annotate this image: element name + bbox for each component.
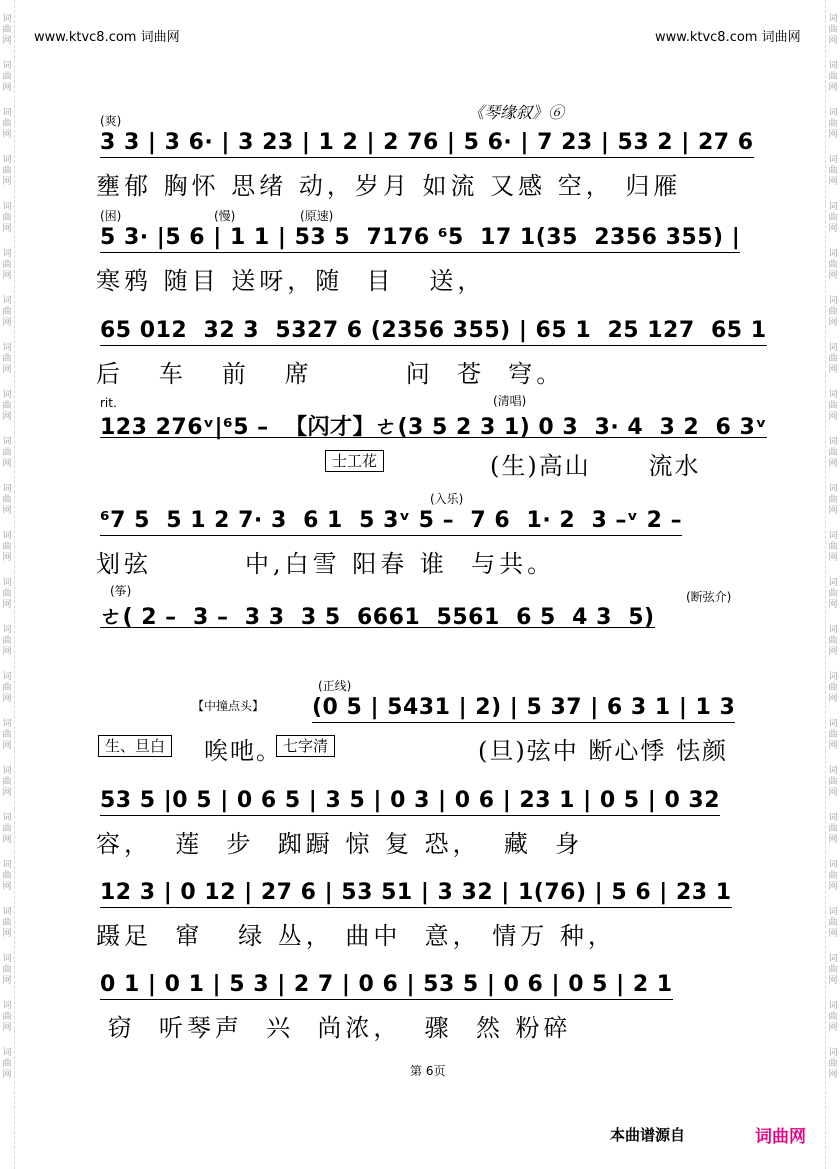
side-watermark-char: 网 <box>828 83 838 93</box>
beat-underline <box>100 627 655 628</box>
side-watermark-char: 网 <box>828 459 838 469</box>
tempo-mark: (爽) <box>100 114 122 128</box>
side-watermark-char: 曲 <box>828 25 838 35</box>
side-watermark-char: 词 <box>828 390 838 400</box>
side-watermark-char: 曲 <box>828 777 838 787</box>
notation-row: 12 3 | 0 12 | 27 6 | 53 51 | 3 32 | 1(76) | 5 6 | 23 1 <box>100 880 732 905</box>
side-watermark-char: 网 <box>2 83 12 93</box>
page-number: 第 6页 <box>410 1064 446 1078</box>
side-watermark-char: 曲 <box>2 307 12 317</box>
side-watermark-char: 词 <box>2 155 12 165</box>
lyrics-row: 寒鸦 随目 送呀，随 目 送， <box>96 267 486 295</box>
beat-underline <box>100 907 732 908</box>
side-watermark-char: 曲 <box>2 589 12 599</box>
side-watermark-char: 曲 <box>828 542 838 552</box>
side-watermark-char: 曲 <box>828 401 838 411</box>
side-watermark-char: 曲 <box>828 119 838 129</box>
side-watermark-char: 网 <box>2 130 12 140</box>
side-watermark-char: 网 <box>2 1070 12 1080</box>
side-watermark-char: 曲 <box>2 495 12 505</box>
side-watermark-char: 网 <box>828 553 838 563</box>
side-watermark-char: 网 <box>2 929 12 939</box>
side-watermark-char: 词 <box>2 954 12 964</box>
side-watermark-char: 曲 <box>2 260 12 270</box>
side-watermark-char: 网 <box>828 1070 838 1080</box>
side-watermark-char: 曲 <box>2 683 12 693</box>
piece-title: 《琴缘叙》⑥ <box>468 103 565 122</box>
side-watermark-char: 曲 <box>2 72 12 82</box>
tempo-mark: (断弦介) <box>686 590 732 604</box>
lyrics-segment: (旦)弦中 断心悸 怯颜 <box>478 737 728 765</box>
side-watermark-char: 词 <box>828 719 838 729</box>
notation-row: ⁶7 5 5 1 2 7· 3 6 1 5 3ᵛ 5 – 7 6 1· 2 3 –ᵛ 2 – <box>100 508 683 533</box>
side-watermark-char: 曲 <box>2 119 12 129</box>
side-watermark-char: 网 <box>2 36 12 46</box>
side-watermark-char: 词 <box>828 813 838 823</box>
side-watermark-char: 网 <box>2 647 12 657</box>
source-label: 本曲谱源自 <box>610 1126 686 1144</box>
tempo-mark: (入乐) <box>430 492 464 506</box>
side-watermark-char: 词 <box>2 343 12 353</box>
tempo-mark: 【中撞点头】 <box>192 699 265 713</box>
side-watermark-left <box>0 0 15 1169</box>
side-watermark-char: 网 <box>2 412 12 422</box>
tempo-mark: (筝) <box>110 584 132 598</box>
side-watermark-char: 曲 <box>828 166 838 176</box>
side-watermark-char: 词 <box>2 202 12 212</box>
side-watermark-char: 词 <box>2 61 12 71</box>
side-watermark-char: 网 <box>828 694 838 704</box>
tempo-mark: (慢) <box>214 209 236 223</box>
side-watermark-char: 网 <box>828 929 838 939</box>
side-watermark-right <box>825 0 840 1169</box>
side-watermark-char: 曲 <box>828 636 838 646</box>
side-watermark-char: 网 <box>828 318 838 328</box>
lyrics-row: 划弦 中,白雪 阳春 谁 与共。 <box>96 550 556 578</box>
tempo-mark: rit. <box>100 396 117 410</box>
side-watermark-char: 网 <box>2 506 12 516</box>
side-watermark-char: 网 <box>2 553 12 563</box>
beat-underline <box>100 345 767 346</box>
side-watermark-char: 网 <box>2 1023 12 1033</box>
side-watermark-char: 网 <box>2 694 12 704</box>
side-watermark-char: 曲 <box>828 824 838 834</box>
side-watermark-char: 网 <box>2 976 12 986</box>
side-watermark-char: 曲 <box>2 354 12 364</box>
side-watermark-char: 网 <box>2 741 12 751</box>
side-watermark-char: 词 <box>828 625 838 635</box>
side-watermark-char: 词 <box>828 860 838 870</box>
side-watermark-char: 词 <box>2 531 12 541</box>
notation-row: 65 012 32 3 5327 6 (2356 355) | 65 1 25 127 65 1 <box>100 318 767 343</box>
side-watermark-char: 词 <box>828 249 838 259</box>
tempo-mark: (困) <box>100 209 122 223</box>
side-watermark-char: 曲 <box>828 354 838 364</box>
side-watermark-char: 曲 <box>2 213 12 223</box>
tempo-mark: (原速) <box>300 209 334 223</box>
side-watermark-char: 词 <box>2 484 12 494</box>
header-left-site[interactable]: www.ktvc8.com 词曲网 <box>34 30 180 45</box>
beat-underline <box>100 535 682 536</box>
side-watermark-char: 曲 <box>2 636 12 646</box>
side-watermark-char: 曲 <box>2 25 12 35</box>
side-watermark-char: 词 <box>828 531 838 541</box>
side-watermark-char: 网 <box>2 600 12 610</box>
side-watermark-char: 词 <box>2 437 12 447</box>
side-watermark-char: 网 <box>828 600 838 610</box>
side-watermark-char: 词 <box>828 437 838 447</box>
side-watermark-char: 曲 <box>828 683 838 693</box>
side-watermark-char: 网 <box>828 412 838 422</box>
side-watermark-char: 曲 <box>828 1012 838 1022</box>
side-watermark-char: 曲 <box>828 260 838 270</box>
side-watermark-char: 词 <box>2 1048 12 1058</box>
side-watermark-char: 曲 <box>828 730 838 740</box>
side-watermark-char: 词 <box>828 1001 838 1011</box>
side-watermark-char: 词 <box>2 578 12 588</box>
side-watermark-char: 网 <box>828 835 838 845</box>
side-watermark-char: 词 <box>828 155 838 165</box>
notation-row: 123 276ᵛ|⁶5 – 【闪才】ㄜ(3 5 2 3 1) 0 3 3· 4 3 2 6 3ᵛ <box>100 415 767 440</box>
side-watermark-char: 曲 <box>2 918 12 928</box>
side-watermark-char: 网 <box>2 365 12 375</box>
side-watermark-char: 词 <box>2 766 12 776</box>
side-watermark-char: 曲 <box>2 448 12 458</box>
lyrics-row: 后 车 前 席 问 苍 穹。 <box>96 360 565 388</box>
side-watermark-char: 词 <box>828 108 838 118</box>
side-watermark-char: 词 <box>2 249 12 259</box>
header-right-site[interactable]: www.ktvc8.com 词曲网 <box>655 30 801 45</box>
side-watermark-char: 词 <box>828 296 838 306</box>
side-watermark-char: 网 <box>2 271 12 281</box>
side-watermark-char: 曲 <box>828 871 838 881</box>
beat-underline <box>100 999 673 1000</box>
boxed-cue: 士工花 <box>325 450 384 472</box>
side-watermark-char: 词 <box>828 61 838 71</box>
side-watermark-char: 曲 <box>828 589 838 599</box>
side-watermark-char: 词 <box>2 390 12 400</box>
side-watermark-char: 曲 <box>828 448 838 458</box>
side-watermark-char: 词 <box>2 860 12 870</box>
beat-underline <box>100 157 754 158</box>
side-watermark-char: 词 <box>2 296 12 306</box>
side-watermark-char: 词 <box>2 14 12 24</box>
side-watermark-char: 网 <box>828 647 838 657</box>
side-watermark-char: 曲 <box>2 166 12 176</box>
side-watermark-char: 曲 <box>2 1012 12 1022</box>
side-watermark-char: 网 <box>828 1023 838 1033</box>
side-watermark-char: 词 <box>828 907 838 917</box>
side-watermark-char: 网 <box>2 882 12 892</box>
side-watermark-char: 词 <box>828 766 838 776</box>
side-watermark-char: 词 <box>828 578 838 588</box>
side-watermark-char: 词 <box>2 672 12 682</box>
side-watermark-char: 词 <box>828 343 838 353</box>
side-watermark-char: 词 <box>2 719 12 729</box>
boxed-cue: 生、旦白 <box>98 735 172 757</box>
lyrics-row: 容， 莲 步 踟蹰 惊 复 恐， 藏 身 <box>96 830 584 858</box>
side-watermark-char: 曲 <box>2 965 12 975</box>
lyrics-segment: (生)高山 流水 <box>490 452 701 480</box>
side-watermark-char: 曲 <box>828 918 838 928</box>
notation-row: ㄜ( 2 – 3 – 3 3 3 5 6661 5561 6 5 4 3 5) <box>100 605 655 630</box>
brand-logo-text[interactable]: 词曲网 <box>755 1127 806 1147</box>
side-watermark-char: 词 <box>828 672 838 682</box>
side-watermark-char: 词 <box>828 202 838 212</box>
side-watermark-char: 网 <box>828 130 838 140</box>
side-watermark-char: 曲 <box>2 1059 12 1069</box>
side-watermark-char: 网 <box>2 224 12 234</box>
side-watermark-char: 曲 <box>2 824 12 834</box>
side-watermark-char: 网 <box>2 318 12 328</box>
lyrics-row: 窃 听琴声 兴 尚浓， 骤 然 粉碎 <box>96 1014 572 1042</box>
side-watermark-char: 词 <box>2 108 12 118</box>
side-watermark-char: 词 <box>2 1001 12 1011</box>
side-watermark-char: 曲 <box>2 401 12 411</box>
tempo-mark: (清唱) <box>493 394 527 408</box>
side-watermark-char: 网 <box>828 177 838 187</box>
notation-row: 3 3 | 3 6· | 3 23 | 1 2 | 2 76 | 5 6· | 7 23 | 53 2 | 27 6 <box>100 130 754 155</box>
side-watermark-char: 网 <box>828 271 838 281</box>
side-watermark-char: 网 <box>828 788 838 798</box>
side-watermark-char: 词 <box>828 14 838 24</box>
tempo-mark: (正线) <box>318 679 352 693</box>
notation-row: 53 5 |0 5 | 0 6 5 | 3 5 | 0 3 | 0 6 | 23 1 | 0 5 | 0 32 <box>100 788 721 813</box>
side-watermark-char: 网 <box>2 177 12 187</box>
notation-row: 5 3· |5 6 | 1 1 | 53 5 7176 ⁶5 17 1(35 2356 355) | <box>100 225 741 250</box>
side-watermark-char: 曲 <box>2 730 12 740</box>
side-watermark-char: 网 <box>828 36 838 46</box>
side-watermark-char: 词 <box>2 907 12 917</box>
side-watermark-char: 网 <box>828 976 838 986</box>
side-watermark-char: 词 <box>828 954 838 964</box>
side-watermark-char: 曲 <box>2 777 12 787</box>
beat-underline <box>312 722 735 723</box>
lyrics-row: 壅郁 胸怀 思绪 动，岁月 如流 又感 空， 归雁 <box>96 172 682 200</box>
side-watermark-char: 网 <box>828 506 838 516</box>
side-watermark-char: 曲 <box>828 495 838 505</box>
side-watermark-char: 网 <box>2 788 12 798</box>
side-watermark-char: 网 <box>828 882 838 892</box>
side-watermark-char: 词 <box>828 484 838 494</box>
side-watermark-char: 曲 <box>828 1059 838 1069</box>
side-watermark-char: 曲 <box>828 72 838 82</box>
lyrics-row: 蹑足 窜 绿 丛， 曲中 意， 情万 种， <box>96 922 616 950</box>
boxed-cue: 七字清 <box>276 735 335 757</box>
side-watermark-char: 曲 <box>828 965 838 975</box>
side-watermark-char: 网 <box>828 224 838 234</box>
side-watermark-char: 网 <box>828 741 838 751</box>
side-watermark-char: 词 <box>2 813 12 823</box>
beat-underline <box>100 815 720 816</box>
side-watermark-char: 词 <box>2 625 12 635</box>
side-watermark-char: 网 <box>828 365 838 375</box>
side-watermark-char: 曲 <box>828 307 838 317</box>
notation-row: (0 5 | 5431 | 2) | 5 37 | 6 3 1 | 1 3 <box>312 695 736 720</box>
side-watermark-char: 网 <box>2 459 12 469</box>
side-watermark-char: 曲 <box>2 871 12 881</box>
notation-row: 0 1 | 0 1 | 5 3 | 2 7 | 0 6 | 53 5 | 0 6 | 0 5 | 2 1 <box>100 972 673 997</box>
side-watermark-char: 词 <box>828 1048 838 1058</box>
beat-underline <box>100 437 767 438</box>
side-watermark-char: 曲 <box>2 542 12 552</box>
side-watermark-char: 曲 <box>828 213 838 223</box>
side-watermark-char: 网 <box>2 835 12 845</box>
beat-underline <box>100 252 740 253</box>
lyrics-segment: 唉吔。 <box>204 737 282 765</box>
